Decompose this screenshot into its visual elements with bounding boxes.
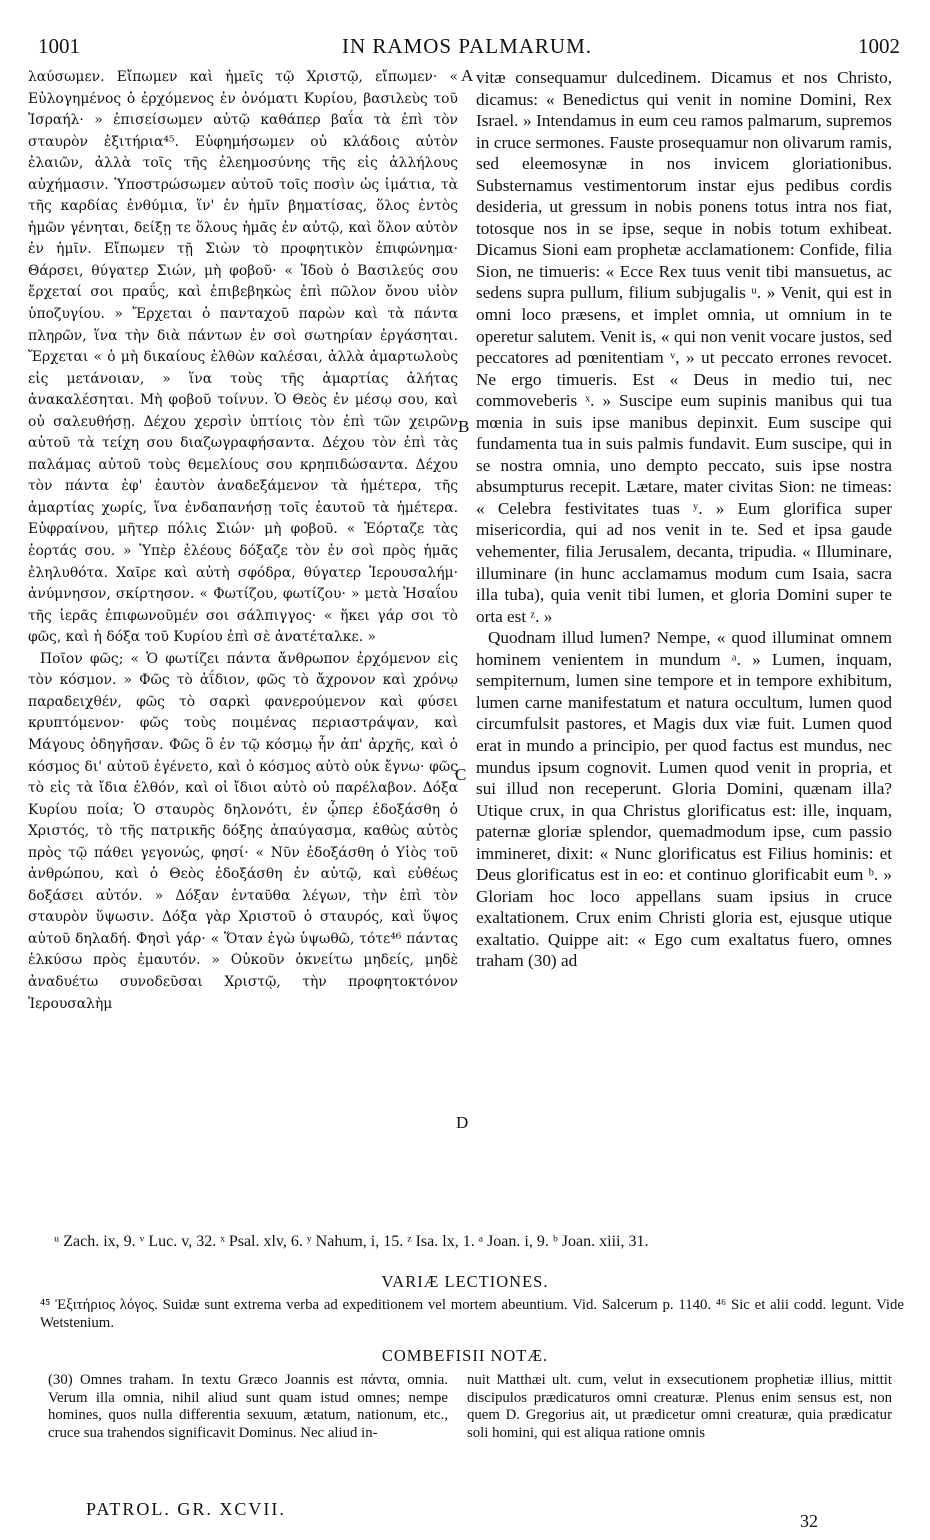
variae-lectiones-title: VARIÆ LECTIONES.: [381, 1272, 549, 1291]
page-number-right: 1002: [858, 34, 900, 58]
notes-left-column: [48, 1372, 448, 1443]
latin-paragraph: vitæ consequamur dulcedinem. Dicamus et nos Christo, dicamus: « Benedictus qui venit in nomine Domini, Rex Israel. » Intendamus in eum ceu ramos palmarum, supremos in cruce sermones. Fauste prosequamur non olivarum ramis, sed eleemosynæ in nos invicem gloriationibus. Substernamus vestimentorum instar ejus pedibus cordis desideria, ut gressum in nobis ponens totus intra nos fiat, totosque nos in se ipse, seque in nobis totum exhibeat. Dicamus Sioni eam prophetæ acclamationem: Confide, filia Sion, ne timueris: « Ecce Rex tuus venit tibi mansuetus, ac sedens supra pullum, filium subjugalis ᵘ. » Venit, qui est in omni loco præsens, et implet omnia, ut omnium in te operetur salutem. Venit is, « qui non venit vocare justos, sed peccatores ad pœnitentiam ᵛ, » ut peccato errones revocet. Ne ergo timueris. Est « Deus in medio tui, nec commoveberis ˣ. » Suscipe eum supinis manibus qui tua mœnia in suis ipse manibus depinxit. Eum suscipe qui fundamenta tua in suis palmis fundavit. Eum suscipe, qui in se nostra omnia, uno dempto peccato, suis ipse nostra absumpturus recepit. Lætare, mater civitas Sion: ne timeas: « Celebra festivitates tuas ʸ. » Eum glorifica super misericordia, qui ad nos venit in te. Sed et ipsa gaude vehementer, filia Jerusalem, decanta, tripudia. « Illuminare, illuminare (in hunc acclamamus modum cum Isaia, sacra illa tuba), quia venit tibi lumen, et gloria Domini super te orta est ᶻ. »: [476, 68, 892, 626]
notes-right-column: [467, 1372, 892, 1443]
latin-paragraph: Quodnam illud lumen? Nempe, « quod illuminat omnem hominem venientem in mundum ᵃ. » Lumen, inquam, sempiternum, lumen sine tempore et in tempore exhibitum, lumen carne manifestatum et natura occultum, lumen quod circumfulsit pastores, et Magis dux viæ fuit. Lumen quod erat in mundo a principio, per quod factus est mundus, nec mundus ipsum cognovit. Lumen quod venit in propria, et sui illud non receperunt. Gloria Domini, quænam illa? Utique crux, in qua Christus glorificatus est: ille, inquam, paternæ gloriæ splendor, quemadmodum ipse, cum passio immineret, dixit: « Nunc glorificatus est Filius hominis: et Deus glorificatus est in eo: et continuo glorificabit eum ᵇ. » Gloriam hoc loco appellans suam ipsius in cruce exaltationem. Crux enim Christi gloria est, ejusque utique exaltatio. Quippe ait: « Ego cum exaltatus fuero, omnes traham (30) ad: [476, 628, 892, 971]
running-title: IN RAMOS PALMARUM.: [341, 34, 593, 58]
page-number-left: 1001: [38, 34, 80, 58]
latin-column: [476, 67, 892, 1191]
note-text: (30) Omnes traham. In textu Græco Joannis est πάντα, omnia. Verum illa omnia, nihil aliud sunt quam istud omnes; nempe homines, quos nulla differentia sexuum, ætatum, nationum, etc., cruce sua trahendos significavit Dominus. Nec aliud in-: [48, 1372, 448, 1442]
greek-paragraph: Ποῖον φῶς; « Ὁ φωτίζει πάντα ἄνθρωπον ἐρχόμενον εἰς τὸν κόσμον. » Φῶς τὸ ἀΐδιον, φῶς τὸ ἄχρονον καὶ χρόνῳ παραδειχθέν, φῶς τὸ σαρκὶ φανερούμενον καὶ φύσει κρυπτόμενον· φῶς τοὺς ποιμένας περιαστράψαν, καὶ Μάγους ὁδηγῆσαν. Φῶς ὃ ἐν τῷ κόσμῳ ἦν ἀπ' ἀρχῆς, καὶ ὁ κόσμος δι' αὐτοῦ ἐγένετο, καὶ ὁ κόσμος αὐτὸ οὐκ ἔγνω· φῶς τὸ εἰς τὰ ἴδια ἐλθόν, καὶ οἱ ἴδιοι αὐτὸ οὐ παρέλαβον. Δόξα Κυρίου ποία; Ὁ σταυρὸς δηλονότι, ἐν ᾧπερ ἐδοξάσθη ὁ Χριστός, τὸ τῆς πατρικῆς δόξης ἀπαύγασμα, καθὼς αὐτὸς πρὸς τῷ πάθει γεγονώς, φησί· « Νῦν ἐδοξάσθη ὁ Υἱὸς τοῦ ἀνθρώπου, καὶ ὁ Θεὸς ἐδοξάσθη ἐν αὐτῷ, καὶ εὐθέως δοξάσει αὐτόν. » Δόξαν ἐνταῦθα λέγων, τὴν ἐπὶ τὸν σταυρὸν ὕψωσιν. Δόξα γὰρ Χριστοῦ ὁ σταυρός, καὶ ὕψος αὐτοῦ δηλαδή. Φησὶ γάρ· « Ὅταν ἐγὼ ὑψωθῶ, τότε⁴⁶ πάντας ἑλκύσω πρὸς ἐμαυτόν. » Οὐκοῦν ὀκνείτω μηδείς, μηδὲ ἀναδυέτω συνοδεῦσαι Χριστῷ, τὴν προφητοκτόνον Ἱερουσαλὴμ: [28, 650, 458, 1012]
margin-letter-b: B: [458, 417, 470, 436]
margin-letter-c: C: [455, 765, 467, 784]
greek-paragraph: λαύσωμεν. Εἴπωμεν καὶ ἡμεῖς τῷ Χριστῷ, εἴπωμεν· « Εὐλογημένος ὁ ἐρχόμενος ἐν ὀνόματι Κυρίου, βασιλεὺς τοῦ Ἰσραήλ· » ἐπισείσωμεν αὐτῷ καθάπερ βαΐα τὰ ἐπὶ τὸν σταυρὸν ἐξιτήρια⁴⁵. Εὐφημήσωμεν οὐ κλάδοις αὐτὸν ἐλαιῶν, ἀλλὰ τοῖς τῆς ἐλεημοσύνης τῆς εἰς ἀλλήλους αὐχήμασιν. Ὑποστρώσωμεν αὐτοῦ τοῖς ποσὶν ὡς ἱμάτια, τὰ τῆς καρδίας ἐνθύμια, ἵν' ἐν ἡμῖν βηματίσας, ὅλος ἐντὸς ἡμῶν γένηται, δείξῃ τε ὅλους ἡμᾶς ἐν αὐτῷ, καὶ ὅλον αὐτὸν ἐν ἡμῖν. Εἴπωμεν τῇ Σιὼν τὸ προφητικὸν ἐπιφώνημα· Θάρσει, θύγατερ Σιών, μὴ φοβοῦ· « Ἰδοὺ ὁ Βασιλεύς σου ἔρχεταί σοι πραΰς, καὶ ἐπιβεβηκὼς ἐπὶ πῶλον ὄνου υἱὸν ὑποζυγίου. » Ἔρχεται ὁ πανταχοῦ παρὼν καὶ τὰ πάντα πληρῶν, ἵνα τὴν διὰ πάντων ἐν σοὶ σωτηρίαν ἐργάσηται. Ἔρχεται « ὁ μὴ δικαίους ἐλθὼν καλέσαι, ἀλλὰ ἁμαρτωλοὺς εἰς μετάνοιαν, » ἵνα τοὺς τῆς ἁμαρτίας ἀλήτας ἀνακαλέσηται. Μὴ φοβοῦ τοίνυν. Ὁ Θεὸς ἐν μέσῳ σου, καὶ οὐ σαλευθήσῃ. Δέχου χερσὶν ὑπτίοις τὸν ἐπὶ τῶν χειρῶν αὐτοῦ τὰ τείχη σου διαζωγραφήσαντα. Δέχου τὸν ἐπὶ τὰς παλάμας αὐτοῦ τοὺς θεμελίους σου κρηπιδώσαντα. Δέχου τὸν πάντα ἐφ' ἑαυτὸν ἀναδεξάμενον τὰ ἡμέτερα, τῆς ἁμαρτίας χωρίς, ἵνα ἐνδαπανήσῃ τοῖς ἑαυτοῦ τὰ ἡμέτερα. Εὐφραίνου, μῆτερ πόλις Σιών· μὴ φοβοῦ. « Ἑόρταζε τὰς ἑορτάς σου. » Ὑπὲρ ἐλέους δόξαζε τὸν ἐν σοὶ πρὸς ἡμᾶς ἐληλυθότα. Χαῖρε καὶ αὐτὴ σφόδρα, θύγατερ Ἱερουσαλήμ· ἀνύμνησον, σκίρτησον. « Φωτίζου, φωτίζου· » μετὰ Ἡσαΐου τῆς ἱερᾶς ἐπιφωνοῦμέν σοι σάλπιγγος· « ἥκει γάρ σοι τὸ φῶς, καὶ ἡ δόξα τοῦ Κυρίου ἐπὶ σὲ ἀνατέταλκε. »: [28, 69, 458, 646]
sheet-signature: 32: [800, 1511, 818, 1531]
scripture-footnotes: ᵘ Zach. ix, 9. ᵛ Luc. v, 32. ˣ Psal. xlv, 6. ʸ Nahum, i, 15. ᶻ Isa. lx, 1. ᵃ Joan. i, 9. ᵇ Joan. xiii, 31.: [54, 1233, 649, 1250]
margin-letter-d: D: [456, 1113, 469, 1132]
combefisii-notae-title: COMBEFISII NOTÆ.: [381, 1346, 549, 1365]
volume-signature: PATROL. GR. XCVII.: [86, 1499, 286, 1519]
margin-letter-a: A: [461, 66, 474, 85]
variae-lectiones-text: ⁴⁵ Ἐξιτήριος λόγος. Suidæ sunt extrema verba ad expeditionem vel mortem abeuntium. Vid. Salcerum p. 1140. ⁴⁶ Sic et alii codd. legunt. Vide Wetstenium.: [40, 1297, 904, 1331]
running-header: [30, 34, 904, 64]
greek-column: [28, 67, 458, 1191]
note-text: nuit Matthæi ult. cum, velut in exsecutionem prophetiæ illius, mittit discipulos prædicaturos omni creaturæ. Plenus enim sensus est, non quem D. Gregorius ait, ut prædicetur omni creaturæ, quia prædicatur soli homini, qui est aliqua ratione omnis: [467, 1372, 892, 1442]
